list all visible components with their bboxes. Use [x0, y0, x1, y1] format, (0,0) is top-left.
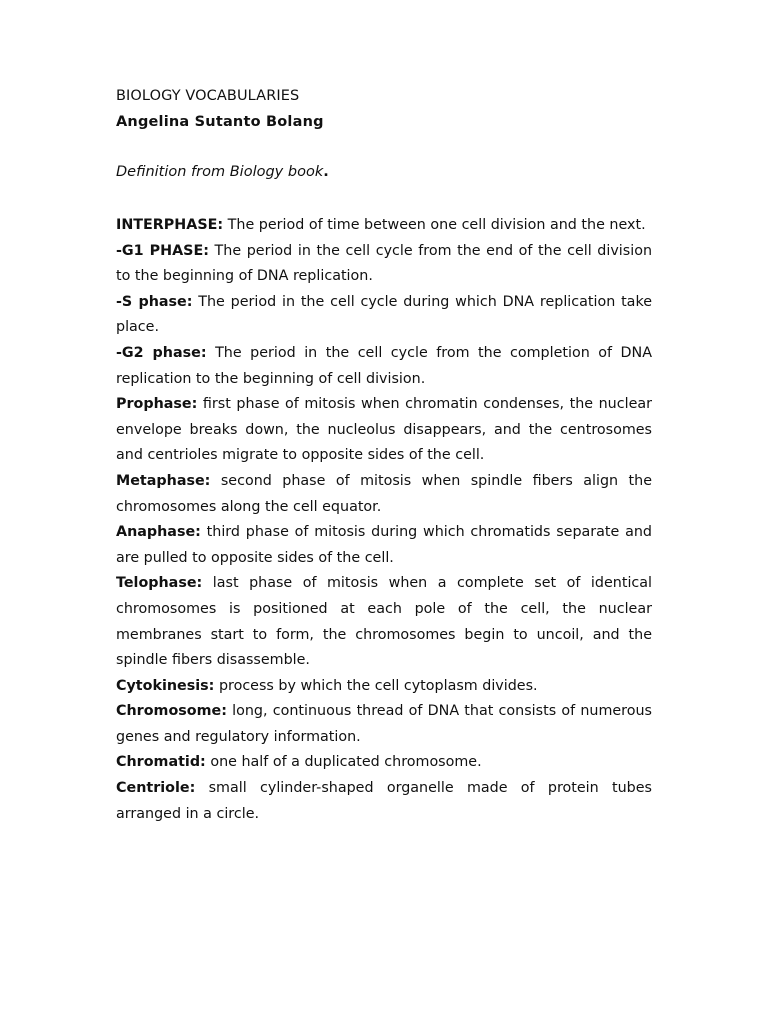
vocabulary-entry: [116, 341, 652, 392]
term-name: Cytokinesis:: [116, 677, 215, 694]
document-page: [116, 86, 652, 827]
vocabulary-entry: [116, 520, 652, 571]
author-name: Angelina Sutanto Bolang: [116, 114, 324, 130]
term-name: Telophase:: [116, 575, 203, 592]
vocabulary-entry: [116, 239, 652, 290]
vocabulary-entry: [116, 213, 652, 239]
vocabulary-entry: [116, 571, 652, 673]
term-definition: first phase of mitosis when chromatin condenses, the nuclear envelope breaks down, the nucleolus disappears, and the centrosomes and centrioles migrate to opposite sides of the cell.: [116, 396, 653, 464]
term-definition: process by which the cell cytoplasm divides.: [218, 677, 538, 694]
term-name: Chromosome:: [116, 703, 227, 720]
term-definition: second phase of mitosis when spindle fibers align the chromosomes along the cell equator.: [116, 472, 652, 515]
term-name: INTERPHASE:: [116, 217, 224, 233]
term-name: -G2 phase:: [116, 344, 207, 361]
term-definition: The period in the cell cycle from the completion of DNA replication to the beginning of cell division.: [116, 344, 653, 387]
vocabulary-entry: [116, 469, 652, 520]
vocabulary-entry: [116, 776, 652, 827]
term-definition: The period in the cell cycle from the end of the cell division to the beginning of DNA replication.: [116, 242, 653, 285]
vocabulary-entry: [116, 290, 652, 341]
term-name: Centriole:: [116, 780, 196, 797]
document-title: BIOLOGY VOCABULARIES: [116, 88, 300, 104]
term-name: Anaphase:: [116, 524, 201, 541]
term-name: Metaphase:: [116, 472, 211, 489]
term-definition: third phase of mitosis during which chromatids separate and are pulled to opposite sides of the cell.: [116, 524, 653, 566]
term-name: Prophase:: [116, 396, 198, 413]
term-definition: small cylinder-shaped organelle made of protein tubes arranged in a circle.: [116, 780, 653, 822]
vocabulary-entry: [116, 699, 652, 750]
term-definition: The period in the cell cycle during which DNA replication take place.: [116, 293, 653, 336]
term-definition: long, continuous thread of DNA that consists of numerous genes and regulatory information.: [116, 703, 652, 745]
vocabulary-entry: [116, 750, 652, 776]
term-name: -G1 PHASE:: [116, 242, 209, 259]
term-name: Chromatid:: [116, 754, 206, 771]
term-definition: The period of time between one cell division and the next.: [227, 217, 646, 233]
term-definition: last phase of mitosis when a complete set of identical chromosomes is positioned at each pole of the cell, the nuclear membranes start to form, the chromosomes begin to uncoil, and the spindle fibers disassemble.: [116, 575, 653, 669]
vocabulary-list: [116, 213, 652, 827]
source-note: [116, 162, 652, 182]
term-name: -S phase:: [116, 293, 193, 310]
source-note-text: Definition from Biology book: [116, 164, 324, 180]
vocabulary-entry: [116, 392, 652, 469]
vocabulary-entry: [116, 674, 652, 700]
term-definition: one half of a duplicated chromosome.: [210, 754, 482, 771]
source-note-period: .: [323, 164, 329, 180]
